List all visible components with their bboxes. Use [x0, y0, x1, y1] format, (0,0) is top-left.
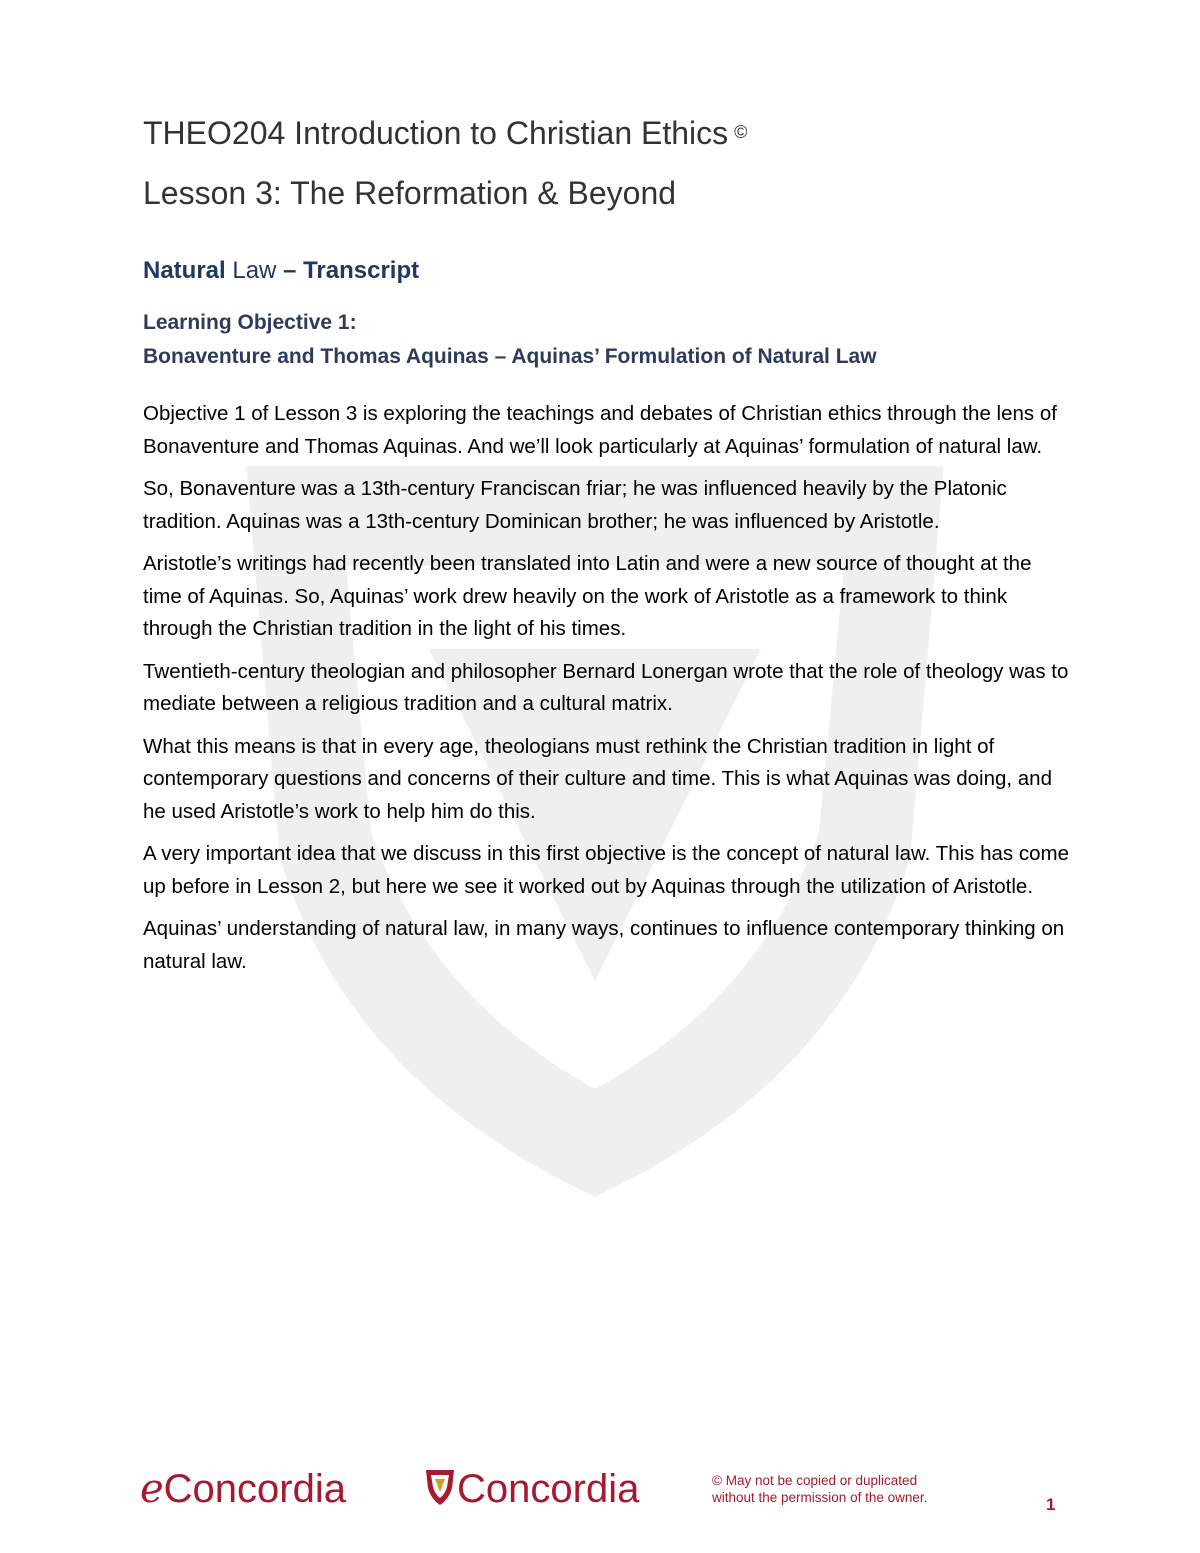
concordia-logo-text: Concordia	[457, 1467, 640, 1511]
copyright-notice-line1: © May not be copied or duplicated	[712, 1473, 918, 1488]
section-heading-part3: – Transcript	[276, 257, 420, 284]
paragraph: So, Bonaventure was a 13th-century Franciscan friar; he was influenced heavily by the Platonic tradition. Aquinas was a 13th-century Dominican brother; he was influenced by Aristotle.	[143, 477, 1007, 533]
copyright-notice-line2: without the permission of the owner.	[712, 1490, 928, 1505]
course-title-text: THEO204 Introduction to Christian Ethics	[143, 115, 729, 151]
paragraph: What this means is that in every age, theologians must rethink the Christian tradition in light of contemporary questions and concerns of their culture and time. This is what Aquinas was doing, and he used Aristotle’s work to help him do this.	[143, 734, 1052, 823]
paragraph: A very important idea that we discuss in this first objective is the concept of natural law. This has come up before in Lesson 2, but here we see it worked out by Aquinas through the utilization of Aristotle.	[143, 842, 1069, 898]
page-footer	[0, 1455, 1200, 1525]
objective-label: Learning Objective 1:	[143, 311, 357, 334]
paragraph: Twentieth-century theologian and philosopher Bernard Lonergan wrote that the role of theology was to mediate between a religious tradition and a cultural matrix.	[143, 659, 1069, 715]
econcordia-logo-text: Concordia	[163, 1467, 346, 1511]
econcordia-logo-prefix: e	[140, 1466, 164, 1512]
lesson-title: Lesson 3: The Reformation & Beyond	[143, 175, 677, 211]
paragraph: Aquinas’ understanding of natural law, in many ways, continues to influence contemporary thinking on natural law.	[143, 917, 1065, 973]
learning-objective-heading	[143, 306, 877, 374]
econcordia-logo	[140, 1465, 346, 1513]
page-number: 1	[1046, 1495, 1056, 1514]
concordia-shield-icon	[425, 1468, 455, 1506]
paragraph: Aristotle’s writings had recently been translated into Latin and were a new source of thought at the time of Aquinas. So, Aquinas’ work drew heavily on the work of Aristotle as a framework to think through the Christian tradition in the light of his times.	[143, 552, 1032, 640]
copyright-symbol: ©	[734, 122, 748, 142]
course-title	[143, 112, 747, 153]
transcript-body	[143, 398, 1073, 988]
section-heading-part2: Law	[232, 257, 277, 284]
objective-title: Bonaventure and Thomas Aquinas – Aquinas’ Formulation of Natural Law	[143, 345, 877, 368]
copyright-notice	[712, 1472, 927, 1506]
section-heading	[143, 255, 419, 287]
concordia-logo	[425, 1465, 639, 1513]
section-heading-part1: Natural	[143, 257, 233, 284]
paragraph: Objective 1 of Lesson 3 is exploring the teachings and debates of Christian ethics through the lens of Bonaventure and Thomas Aquinas. And we’ll look particularly at Aquinas’ formulation of natural law.	[143, 402, 1057, 458]
